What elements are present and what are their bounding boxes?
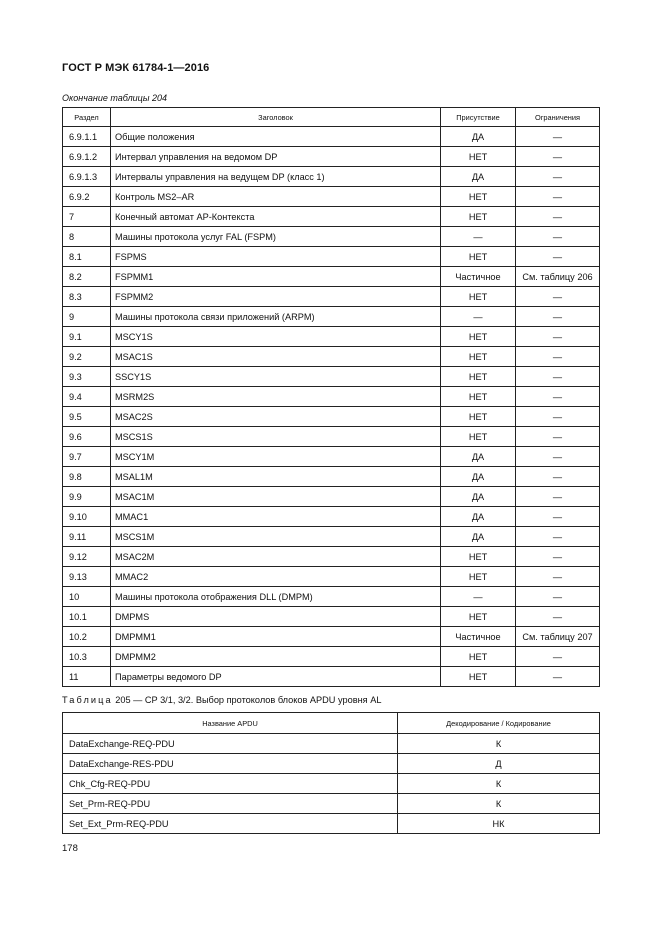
restriction-cell: См. таблицу 206	[516, 267, 600, 287]
title-cell: Машины протокола услуг FAL (FSPM)	[111, 227, 441, 247]
title-cell: MSCS1M	[111, 527, 441, 547]
presence-cell: ДА	[441, 527, 516, 547]
table-205-caption-label: Таблица	[62, 695, 113, 705]
restriction-cell: —	[516, 507, 600, 527]
restriction-cell: —	[516, 307, 600, 327]
presence-cell: НЕТ	[441, 407, 516, 427]
table-row	[63, 487, 600, 507]
title-cell: MSCY1M	[111, 447, 441, 467]
section-cell: 6.9.2	[63, 187, 111, 207]
restriction-cell: —	[516, 447, 600, 467]
table-row	[63, 367, 600, 387]
section-cell: 9.6	[63, 427, 111, 447]
table-row	[63, 127, 600, 147]
title-cell: FSPMM2	[111, 287, 441, 307]
section-cell: 9.5	[63, 407, 111, 427]
apdu-name-cell: Set_Prm-REQ-PDU	[63, 794, 398, 814]
restriction-cell: —	[516, 367, 600, 387]
title-cell: MSRM2S	[111, 387, 441, 407]
decoding-encoding-cell: К	[398, 774, 600, 794]
presence-cell: —	[441, 307, 516, 327]
restriction-cell: —	[516, 287, 600, 307]
section-cell: 6.9.1.2	[63, 147, 111, 167]
presence-cell: ДА	[441, 487, 516, 507]
table-row	[63, 734, 600, 754]
section-cell: 10.3	[63, 647, 111, 667]
table-row	[63, 427, 600, 447]
section-cell: 9.7	[63, 447, 111, 467]
restriction-cell: —	[516, 147, 600, 167]
restriction-cell: —	[516, 407, 600, 427]
section-cell: 9	[63, 307, 111, 327]
restriction-cell: —	[516, 607, 600, 627]
table-row	[63, 507, 600, 527]
section-cell: 9.4	[63, 387, 111, 407]
title-cell: Общие положения	[111, 127, 441, 147]
title-cell: Интервалы управления на ведущем DP (класс 1)	[111, 167, 441, 187]
table-row	[63, 467, 600, 487]
table-row	[63, 287, 600, 307]
decoding-encoding-cell: К	[398, 734, 600, 754]
section-cell: 6.9.1.3	[63, 167, 111, 187]
restriction-cell: См. таблицу 207	[516, 627, 600, 647]
presence-cell: НЕТ	[441, 287, 516, 307]
title-cell: MSAC2M	[111, 547, 441, 567]
section-cell: 9.10	[63, 507, 111, 527]
title-cell: Машины протокола связи приложений (ARPM)	[111, 307, 441, 327]
section-cell: 8.3	[63, 287, 111, 307]
table-205	[62, 712, 600, 834]
title-cell: MMAC2	[111, 567, 441, 587]
restriction-cell: —	[516, 527, 600, 547]
table-row	[63, 447, 600, 467]
apdu-name-cell: Set_Ext_Prm-REQ-PDU	[63, 814, 398, 834]
presence-cell: ДА	[441, 467, 516, 487]
section-cell: 8.2	[63, 267, 111, 287]
table-row	[63, 347, 600, 367]
presence-cell: ДА	[441, 127, 516, 147]
title-cell: MSAC1S	[111, 347, 441, 367]
table-204	[62, 107, 600, 687]
document-header: ГОСТ Р МЭК 61784-1—2016	[62, 62, 210, 74]
section-cell: 8.1	[63, 247, 111, 267]
presence-cell: Частичное	[441, 627, 516, 647]
presence-cell: НЕТ	[441, 367, 516, 387]
title-cell: Конечный автомат АР-Контекста	[111, 207, 441, 227]
presence-cell: НЕТ	[441, 387, 516, 407]
title-cell: MSAC1M	[111, 487, 441, 507]
title-cell: Машины протокола отображения DLL (DMPM)	[111, 587, 441, 607]
table-204-header-row	[63, 108, 600, 127]
restriction-cell: —	[516, 587, 600, 607]
decoding-encoding-cell: НК	[398, 814, 600, 834]
title-cell: MMAC1	[111, 507, 441, 527]
restriction-cell: —	[516, 127, 600, 147]
presence-cell: —	[441, 587, 516, 607]
apdu-name-cell: DataExchange-REQ-PDU	[63, 734, 398, 754]
table-row	[63, 227, 600, 247]
decoding-encoding-cell: Д	[398, 754, 600, 774]
table-205-caption-text: 205 — CP 3/1, 3/2. Выбор протоколов блоков APDU уровня AL	[115, 695, 382, 705]
title-cell: MSAL1M	[111, 467, 441, 487]
column-header-section: Раздел	[63, 108, 111, 127]
section-cell: 9.1	[63, 327, 111, 347]
section-cell: 10.2	[63, 627, 111, 647]
restriction-cell: —	[516, 227, 600, 247]
section-cell: 6.9.1.1	[63, 127, 111, 147]
apdu-name-cell: DataExchange-RES-PDU	[63, 754, 398, 774]
restriction-cell: —	[516, 487, 600, 507]
table-row	[63, 774, 600, 794]
column-header-title: Заголовок	[111, 108, 441, 127]
table-row	[63, 814, 600, 834]
title-cell: FSPMM1	[111, 267, 441, 287]
title-cell: DMPMM2	[111, 647, 441, 667]
restriction-cell: —	[516, 207, 600, 227]
table-row	[63, 547, 600, 567]
title-cell: DMPMM1	[111, 627, 441, 647]
table-row	[63, 754, 600, 774]
restriction-cell: —	[516, 647, 600, 667]
title-cell: Контроль MS2–AR	[111, 187, 441, 207]
restriction-cell: —	[516, 467, 600, 487]
section-cell: 9.9	[63, 487, 111, 507]
table-row	[63, 247, 600, 267]
presence-cell: НЕТ	[441, 567, 516, 587]
section-cell: 9.12	[63, 547, 111, 567]
restriction-cell: —	[516, 427, 600, 447]
presence-cell: —	[441, 227, 516, 247]
section-cell: 11	[63, 667, 111, 687]
restriction-cell: —	[516, 347, 600, 367]
restriction-cell: —	[516, 327, 600, 347]
column-header-decoding-encoding: Декодирование / Кодирование	[398, 713, 600, 734]
table-204-body	[63, 127, 600, 687]
table-204-caption: Окончание таблицы 204	[62, 93, 167, 103]
presence-cell: НЕТ	[441, 667, 516, 687]
title-cell: Параметры ведомого DP	[111, 667, 441, 687]
title-cell: FSPMS	[111, 247, 441, 267]
presence-cell: НЕТ	[441, 187, 516, 207]
presence-cell: НЕТ	[441, 647, 516, 667]
section-cell: 8	[63, 227, 111, 247]
restriction-cell: —	[516, 167, 600, 187]
title-cell: Интервал управления на ведомом DP	[111, 147, 441, 167]
section-cell: 9.8	[63, 467, 111, 487]
decoding-encoding-cell: К	[398, 794, 600, 814]
title-cell: SSCY1S	[111, 367, 441, 387]
presence-cell: НЕТ	[441, 347, 516, 367]
section-cell: 9.11	[63, 527, 111, 547]
table-row	[63, 187, 600, 207]
table-row	[63, 567, 600, 587]
table-row	[63, 794, 600, 814]
presence-cell: НЕТ	[441, 607, 516, 627]
restriction-cell: —	[516, 187, 600, 207]
apdu-name-cell: Chk_Cfg-REQ-PDU	[63, 774, 398, 794]
title-cell: MSAC2S	[111, 407, 441, 427]
table-row	[63, 647, 600, 667]
table-row	[63, 667, 600, 687]
presence-cell: НЕТ	[441, 147, 516, 167]
restriction-cell: —	[516, 387, 600, 407]
section-cell: 10.1	[63, 607, 111, 627]
table-row	[63, 607, 600, 627]
table-row	[63, 167, 600, 187]
presence-cell: ДА	[441, 447, 516, 467]
table-row	[63, 587, 600, 607]
table-row	[63, 387, 600, 407]
presence-cell: НЕТ	[441, 247, 516, 267]
restriction-cell: —	[516, 547, 600, 567]
column-header-presence: Присутствие	[441, 108, 516, 127]
column-header-apdu-name: Название APDU	[63, 713, 398, 734]
title-cell: DMPMS	[111, 607, 441, 627]
table-row	[63, 407, 600, 427]
presence-cell: ДА	[441, 507, 516, 527]
restriction-cell: —	[516, 567, 600, 587]
section-cell: 9.13	[63, 567, 111, 587]
table-row	[63, 267, 600, 287]
page-number: 178	[62, 843, 78, 854]
table-205-header-row	[63, 713, 600, 734]
section-cell: 7	[63, 207, 111, 227]
table-row	[63, 207, 600, 227]
restriction-cell: —	[516, 667, 600, 687]
section-cell: 9.2	[63, 347, 111, 367]
column-header-restrictions: Ограничения	[516, 108, 600, 127]
presence-cell: НЕТ	[441, 327, 516, 347]
section-cell: 10	[63, 587, 111, 607]
table-205-body	[63, 734, 600, 834]
presence-cell: ДА	[441, 167, 516, 187]
table-row	[63, 627, 600, 647]
presence-cell: НЕТ	[441, 427, 516, 447]
presence-cell: НЕТ	[441, 207, 516, 227]
table-205-caption	[62, 695, 381, 705]
table-row	[63, 307, 600, 327]
presence-cell: НЕТ	[441, 547, 516, 567]
presence-cell: Частичное	[441, 267, 516, 287]
table-row	[63, 327, 600, 347]
section-cell: 9.3	[63, 367, 111, 387]
title-cell: MSCY1S	[111, 327, 441, 347]
title-cell: MSCS1S	[111, 427, 441, 447]
table-row	[63, 527, 600, 547]
restriction-cell: —	[516, 247, 600, 267]
table-row	[63, 147, 600, 167]
